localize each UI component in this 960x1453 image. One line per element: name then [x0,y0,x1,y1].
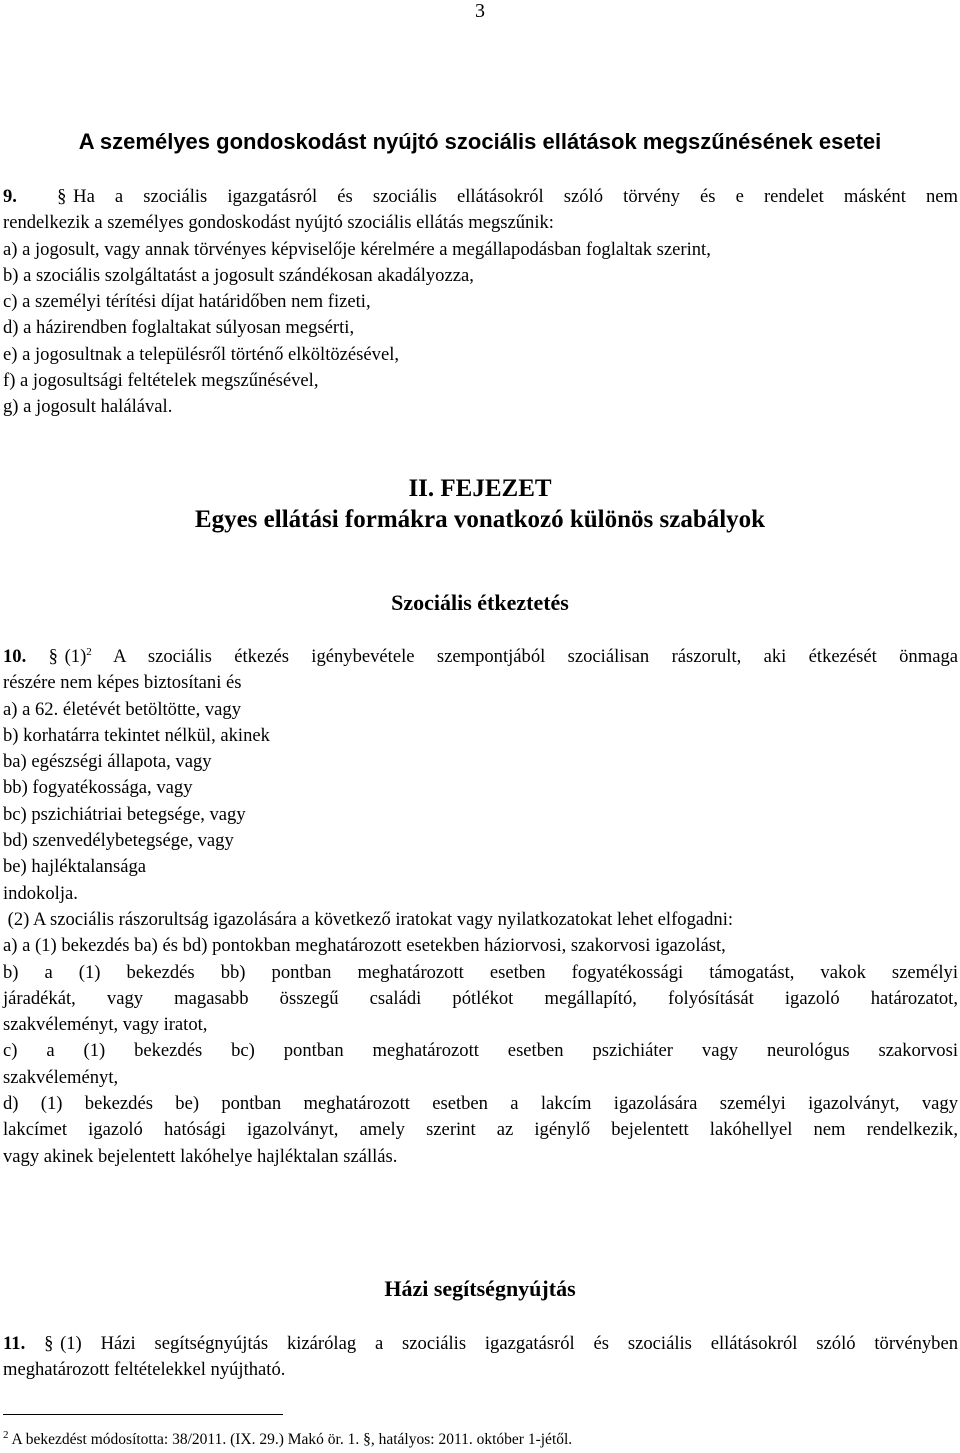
list-item-b: b) a szociális szolgáltatást a jogosult szándékosan akadályozza, [3,264,474,286]
paragraph-11-first-line [3,1331,958,1357]
subsection-heading-etkeztetes: Szociális étkeztetés [391,590,569,615]
subsection-heading-hazi-segitsegnyujtas: Házi segítségnyújtás [384,1276,576,1301]
list-item-bb: bb) fogyatékossága, vagy [3,777,193,799]
list-item-b: b) a (1) bekezdés bb) pontban meghatározott esetben fogyatékossági támogatást, vakok személyi [3,961,958,983]
paragraph-number: 11. [3,1333,26,1354]
chapter-title: Egyes ellátási formákra vonatkozó különös szabályok [194,506,766,533]
subsection-marker: (1) [64,646,87,667]
list-item-c-cont: szakvéleményt, [3,1066,119,1088]
list-item-f: f) a jogosultsági feltételek megszűnésével, [3,370,319,392]
footnote-separator [3,1414,283,1415]
paragraph-9 [3,184,958,421]
paragraph-10-first-line [3,644,958,670]
list-item-d-cont: vagy akinek bejelentett lakóhelye hajléktalan szállás. [3,1145,398,1167]
list-item-b-cont: szakvéleményt, vagy iratot, [3,1014,208,1036]
subsection-2-intro: (2) A szociális rászorultság igazolására a következő iratokat vagy nyilatkozatokat lehet elfogadni: [3,908,734,930]
page-number: 3 [475,0,485,22]
paragraph-line: indokolja. [3,882,78,904]
section-title: A személyes gondoskodást nyújtó szociális ellátások megszűnésének esetei [78,129,882,154]
footnote-text: A bekezdést módosította: 38/2011. (IX. 29.) Makó ör. 1. [11,1431,364,1448]
list-item-d: d) (1) bekezdés be) pontban meghatározott esetben a lakcím igazolására személyi igazolványt, vagy [3,1093,958,1115]
list-item-d: d) a házirendben foglaltakat súlyosan megsérti, [3,317,355,339]
paragraph-10 [3,644,958,1170]
footnote-reference: 2 [86,645,92,658]
footnote [3,1430,958,1450]
section-sign: § [48,646,58,667]
paragraph-number: 9. [3,186,17,207]
list-item-d-cont: lakcímet igazoló hatósági igazolványt, amely szerint az igénylő bejelentett lakóhellyel nem rendelkezik, [3,1119,958,1141]
paragraph-line: részére nem képes biztosítani és [3,672,242,694]
paragraph-11 [3,1331,958,1384]
list-item-bd: bd) szenvedélybetegsége, vagy [3,830,234,852]
list-item-e: e) a jogosultnak a településről történő elköltözésével, [3,343,400,365]
chapter-number: II. FEJEZET [408,475,552,502]
paragraph-9-first-line [3,184,958,210]
paragraph-line: rendelkezik a személyes gondoskodást nyújtó szociális ellátás megszűnik: [3,212,554,234]
section-sign: § [363,1431,371,1448]
list-item-bc: bc) pszichiátriai betegsége, vagy [3,803,246,825]
list-item-c: c) a (1) bekezdés bc) pontban meghatározott esetben pszichiáter vagy neurológus szakorvosi [3,1040,958,1062]
paragraph-text: Ha a szociális igazgatásról és szociális ellátásokról szóló törvény és e rendelet másként nem [73,186,958,207]
section-sign: § [44,1333,54,1354]
list-item-c: c) a személyi térítési díjat határidőben nem fizeti, [3,291,371,313]
paragraph-text: A szociális étkezés igénybevétele szempontjából szociálisan rászorult, aki étkezését önmaga [113,646,958,667]
list-item-g: g) a jogosult halálával. [3,396,173,418]
footnote-marker: 2 [3,1428,9,1441]
footnote-text: , hatályos: 2011. október 1-jétől. [370,1431,573,1448]
paragraph-line: meghatározott feltételekkel nyújtható. [3,1359,286,1381]
list-item-b: b) korhatárra tekintet nélkül, akinek [3,724,270,746]
list-item-be: be) hajléktalansága [3,856,146,878]
section-sign: § [57,186,67,207]
list-item-a: a) a 62. életévét betöltötte, vagy [3,698,242,720]
paragraph-number: 10. [3,646,27,667]
list-item-b-cont: járadékát, vagy magasabb összegű családi pótlékot megállapító, folyósítását igazoló határozatot, [3,987,958,1009]
list-item-a: a) a jogosult, vagy annak törvényes képviselője kérelmére a megállapodásban foglaltak szerint, [3,238,711,260]
list-item-ba: ba) egészségi állapota, vagy [3,751,212,773]
paragraph-text: (1) Házi segítségnyújtás kizárólag a szociális igazgatásról és szociális ellátásokról szóló törvényben [60,1333,959,1354]
list-item-a: a) a (1) bekezdés ba) és bd) pontokban meghatározott esetekben háziorvosi, szakorvosi igazolást, [3,935,726,957]
